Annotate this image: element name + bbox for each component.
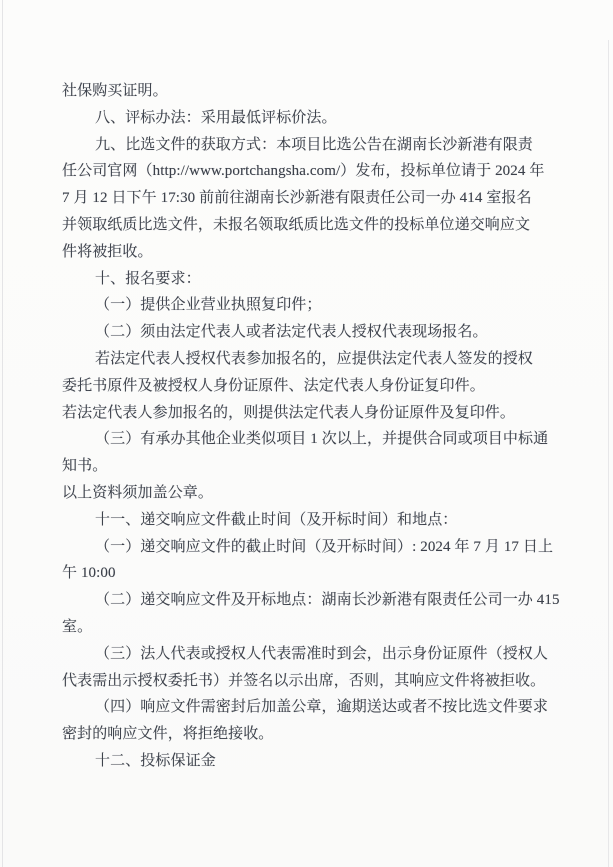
document-line: 午 10:00 [62, 565, 116, 582]
document-line: （二）递交响应文件及开标地点：湖南长沙新港有限责任公司一办 415 [95, 592, 560, 609]
document-line: （四）响应文件需密封后加盖公章，逾期送达或者不按比选文件要求 [95, 699, 549, 716]
document-content [62, 78, 560, 775]
document-line: 密封的响应文件，将拒绝接收。 [62, 726, 274, 743]
document-line: 任公司官网（http://www.portchangsha.com/）发布，投标单位请于 2024 年 [62, 163, 545, 180]
document-line: 7 月 12 日下午 17:30 前前往湖南长沙新港有限责任公司一办 414 室报名 [62, 190, 532, 207]
document-line: （三）法人代表或授权人代表需准时到会，出示身份证原件（授权人 [95, 645, 549, 662]
document-line: 若法定代表人参加报名的，则提供法定代表人身份证原件及复印件。 [62, 404, 516, 421]
scan-edge-left [2, 0, 3, 867]
document-line: 十一、递交响应文件截止时间（及开标时间）和地点： [95, 511, 458, 528]
document-line: （一）提供企业营业执照复印件； [95, 297, 322, 314]
document-line: 八、评标办法：采用最低评标价法。 [95, 109, 337, 126]
document-line: 并领取纸质比选文件，未报名领取纸质比选文件的投标单位递交响应文 [62, 216, 531, 233]
document-line: （二）须由法定代表人或者法定代表人授权代表现场报名。 [95, 324, 488, 341]
scan-edge-right [608, 40, 609, 867]
document-line: 委托书原件及被授权人身份证原件、法定代表人身份证复印件。 [62, 377, 485, 394]
document-line: 社保购买证明。 [62, 83, 168, 99]
document-line: 若法定代表人授权代表参加报名的，应提供法定代表人签发的授权 [95, 350, 533, 367]
document-line: 代表需出示授权委托书）并签名以示出席，否则，其响应文件将被拒收。 [62, 672, 546, 689]
document-line: （一）递交响应文件的截止时间（及开标时间）: 2024 年 7 月 17 日上 [95, 538, 554, 555]
document-line: 室。 [62, 618, 93, 635]
document-line: （三）有承办其他企业类似项目 1 次以上，并提供合同或项目中标通 [95, 431, 549, 448]
document-line: 十、报名要求： [95, 270, 201, 287]
document-line: 十二、投标保证金 [95, 752, 216, 769]
document-line: 九、比选文件的获取方式：本项目比选公告在湖南长沙新港有限责 [95, 136, 533, 153]
document-line: 以上资料须加盖公章。 [62, 484, 214, 501]
document-line: 知书。 [62, 458, 108, 475]
document-line: 件将被拒收。 [62, 243, 153, 260]
